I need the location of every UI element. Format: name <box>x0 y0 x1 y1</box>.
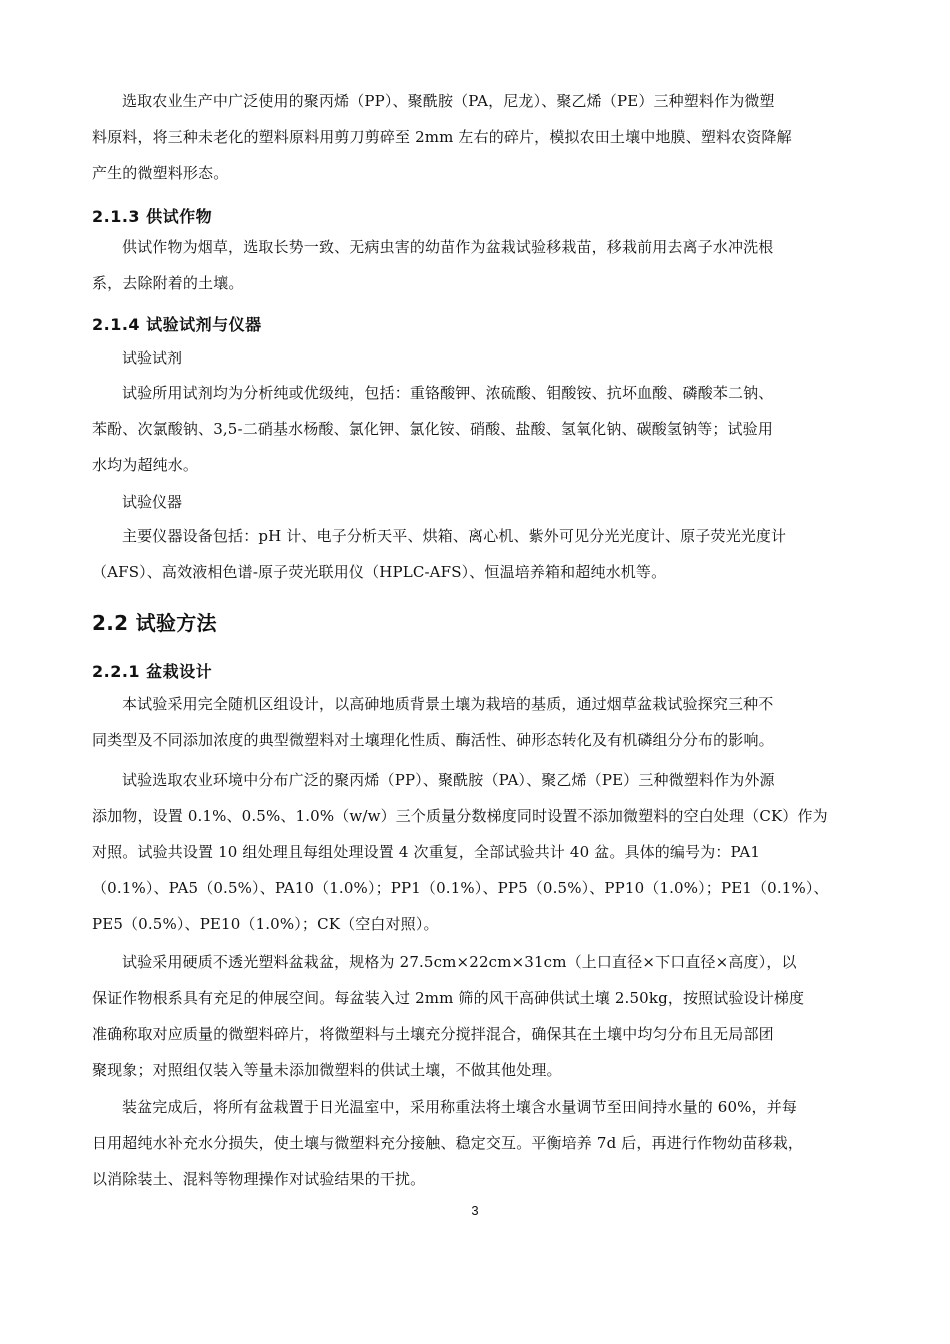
text-line: 准确称取对应质量的微塑料碎片，将微塑料与土壤充分搅拌混合，确保其在土壤中均匀分布且无局部团 <box>92 1025 774 1043</box>
text-line: 料原料，将三种未老化的塑料原料用剪刀剪碎至 2mm 左右的碎片，模拟农田土壤中地膜、塑料农资降解 <box>92 128 792 146</box>
text-line: 苯酚、次氯酸钠、3,5-二硝基水杨酸、氯化钾、氯化铵、硝酸、盐酸、氢氧化钠、碳酸氢钠等；试验用 <box>92 420 773 438</box>
text-line: 添加物，设置 0.1%、0.5%、1.0%（w/w）三个质量分数梯度同时设置不添加微塑料的空白处理（CK）作为 <box>92 807 828 825</box>
paragraph-pots-and-soil <box>92 944 860 1088</box>
paragraph-treatments <box>92 762 860 942</box>
paragraph-reagents <box>92 375 860 483</box>
text-line: 同类型及不同添加浓度的典型微塑料对土壤理化性质、酶活性、砷形态转化及有机磷组分分布的影响。 <box>92 731 774 749</box>
text-line: 日用超纯水补充水分损失，使土壤与微塑料充分接触、稳定交互。平衡培养 7d 后，再进行作物幼苗移栽， <box>92 1134 804 1152</box>
text-line: 水均为超纯水。 <box>92 456 199 474</box>
text-line: 以消除装土、混料等物理操作对试验结果的干扰。 <box>92 1170 426 1188</box>
paragraph-equilibration <box>92 1089 860 1197</box>
text-line: PE5（0.5%）、PE10（1.0%）；CK（空白对照）。 <box>92 915 439 933</box>
text-line: 本试验采用完全随机区组设计，以高砷地质背景土壤为栽培的基质，通过烟草盆栽试验探究三种不 <box>122 695 774 713</box>
heading-2-2-1: 2.2.1 盆栽设计 <box>92 662 213 681</box>
text-line: 选取农业生产中广泛使用的聚丙烯（PP）、聚酰胺（PA，尼龙）、聚乙烯（PE）三种塑料作为微塑 <box>122 92 775 110</box>
paragraph-instruments <box>92 518 860 590</box>
heading-2-2: 2.2 试验方法 <box>92 611 217 635</box>
text-line: 装盆完成后，将所有盆栽置于日光温室中，采用称重法将土壤含水量调节至田间持水量的 60%，并每 <box>122 1098 798 1116</box>
heading-2-1-3: 2.1.3 供试作物 <box>92 207 213 226</box>
text-line: 试验所用试剂均为分析纯或优级纯，包括：重铬酸钾、浓硫酸、钼酸铵、抗坏血酸、磷酸苯二钠、 <box>122 384 774 402</box>
text-line: 试验采用硬质不透光塑料盆栽盆，规格为 27.5cm×22cm×31cm（上口直径×下口直径×高度），以 <box>122 953 797 971</box>
paragraph-plastic-materials <box>92 83 860 191</box>
text-line: 保证作物根系具有充足的伸展空间。每盆装入过 2mm 筛的风干高砷供试土壤 2.50kg，按照试验设计梯度 <box>92 989 805 1007</box>
text-line: 对照。试验共设置 10 组处理且每组处理设置 4 次重复，全部试验共计 40 盆。具体的编号为：PA1 <box>92 843 761 861</box>
text-line: （AFS）、高效液相色谱-原子荧光联用仪（HPLC-AFS）、恒温培养箱和超纯水机等。 <box>92 563 667 581</box>
text-line: 产生的微塑料形态。 <box>92 164 229 182</box>
paragraph-test-crop <box>92 229 860 301</box>
text-line: 聚现象；对照组仅装入等量未添加微塑料的供试土壤，不做其他处理。 <box>92 1061 562 1079</box>
text-line: 主要仪器设备包括：pH 计、电子分析天平、烘箱、离心机、紫外可见分光光度计、原子荧光光度计 <box>122 527 787 545</box>
text-line: 系，去除附着的土壤。 <box>92 274 244 292</box>
text-line: （0.1%）、PA5（0.5%）、PA10（1.0%）；PP1（0.1%）、PP5（0.5%）、PP10（1.0%）；PE1（0.1%）、 <box>92 879 829 897</box>
text-line: 供试作物为烟草，选取长势一致、无病虫害的幼苗作为盆栽试验移栽苗，移栽前用去离子水冲洗根 <box>122 238 774 256</box>
label-instruments: 试验仪器 <box>122 493 183 511</box>
paragraph-pot-design-intro <box>92 686 860 758</box>
heading-2-1-4: 2.1.4 试验试剂与仪器 <box>92 315 262 334</box>
page-number: 3 <box>471 1203 479 1218</box>
text-line: 试验选取农业环境中分布广泛的聚丙烯（PP）、聚酰胺（PA）、聚乙烯（PE）三种微塑料作为外源 <box>122 771 775 789</box>
label-reagents: 试验试剂 <box>122 349 183 367</box>
